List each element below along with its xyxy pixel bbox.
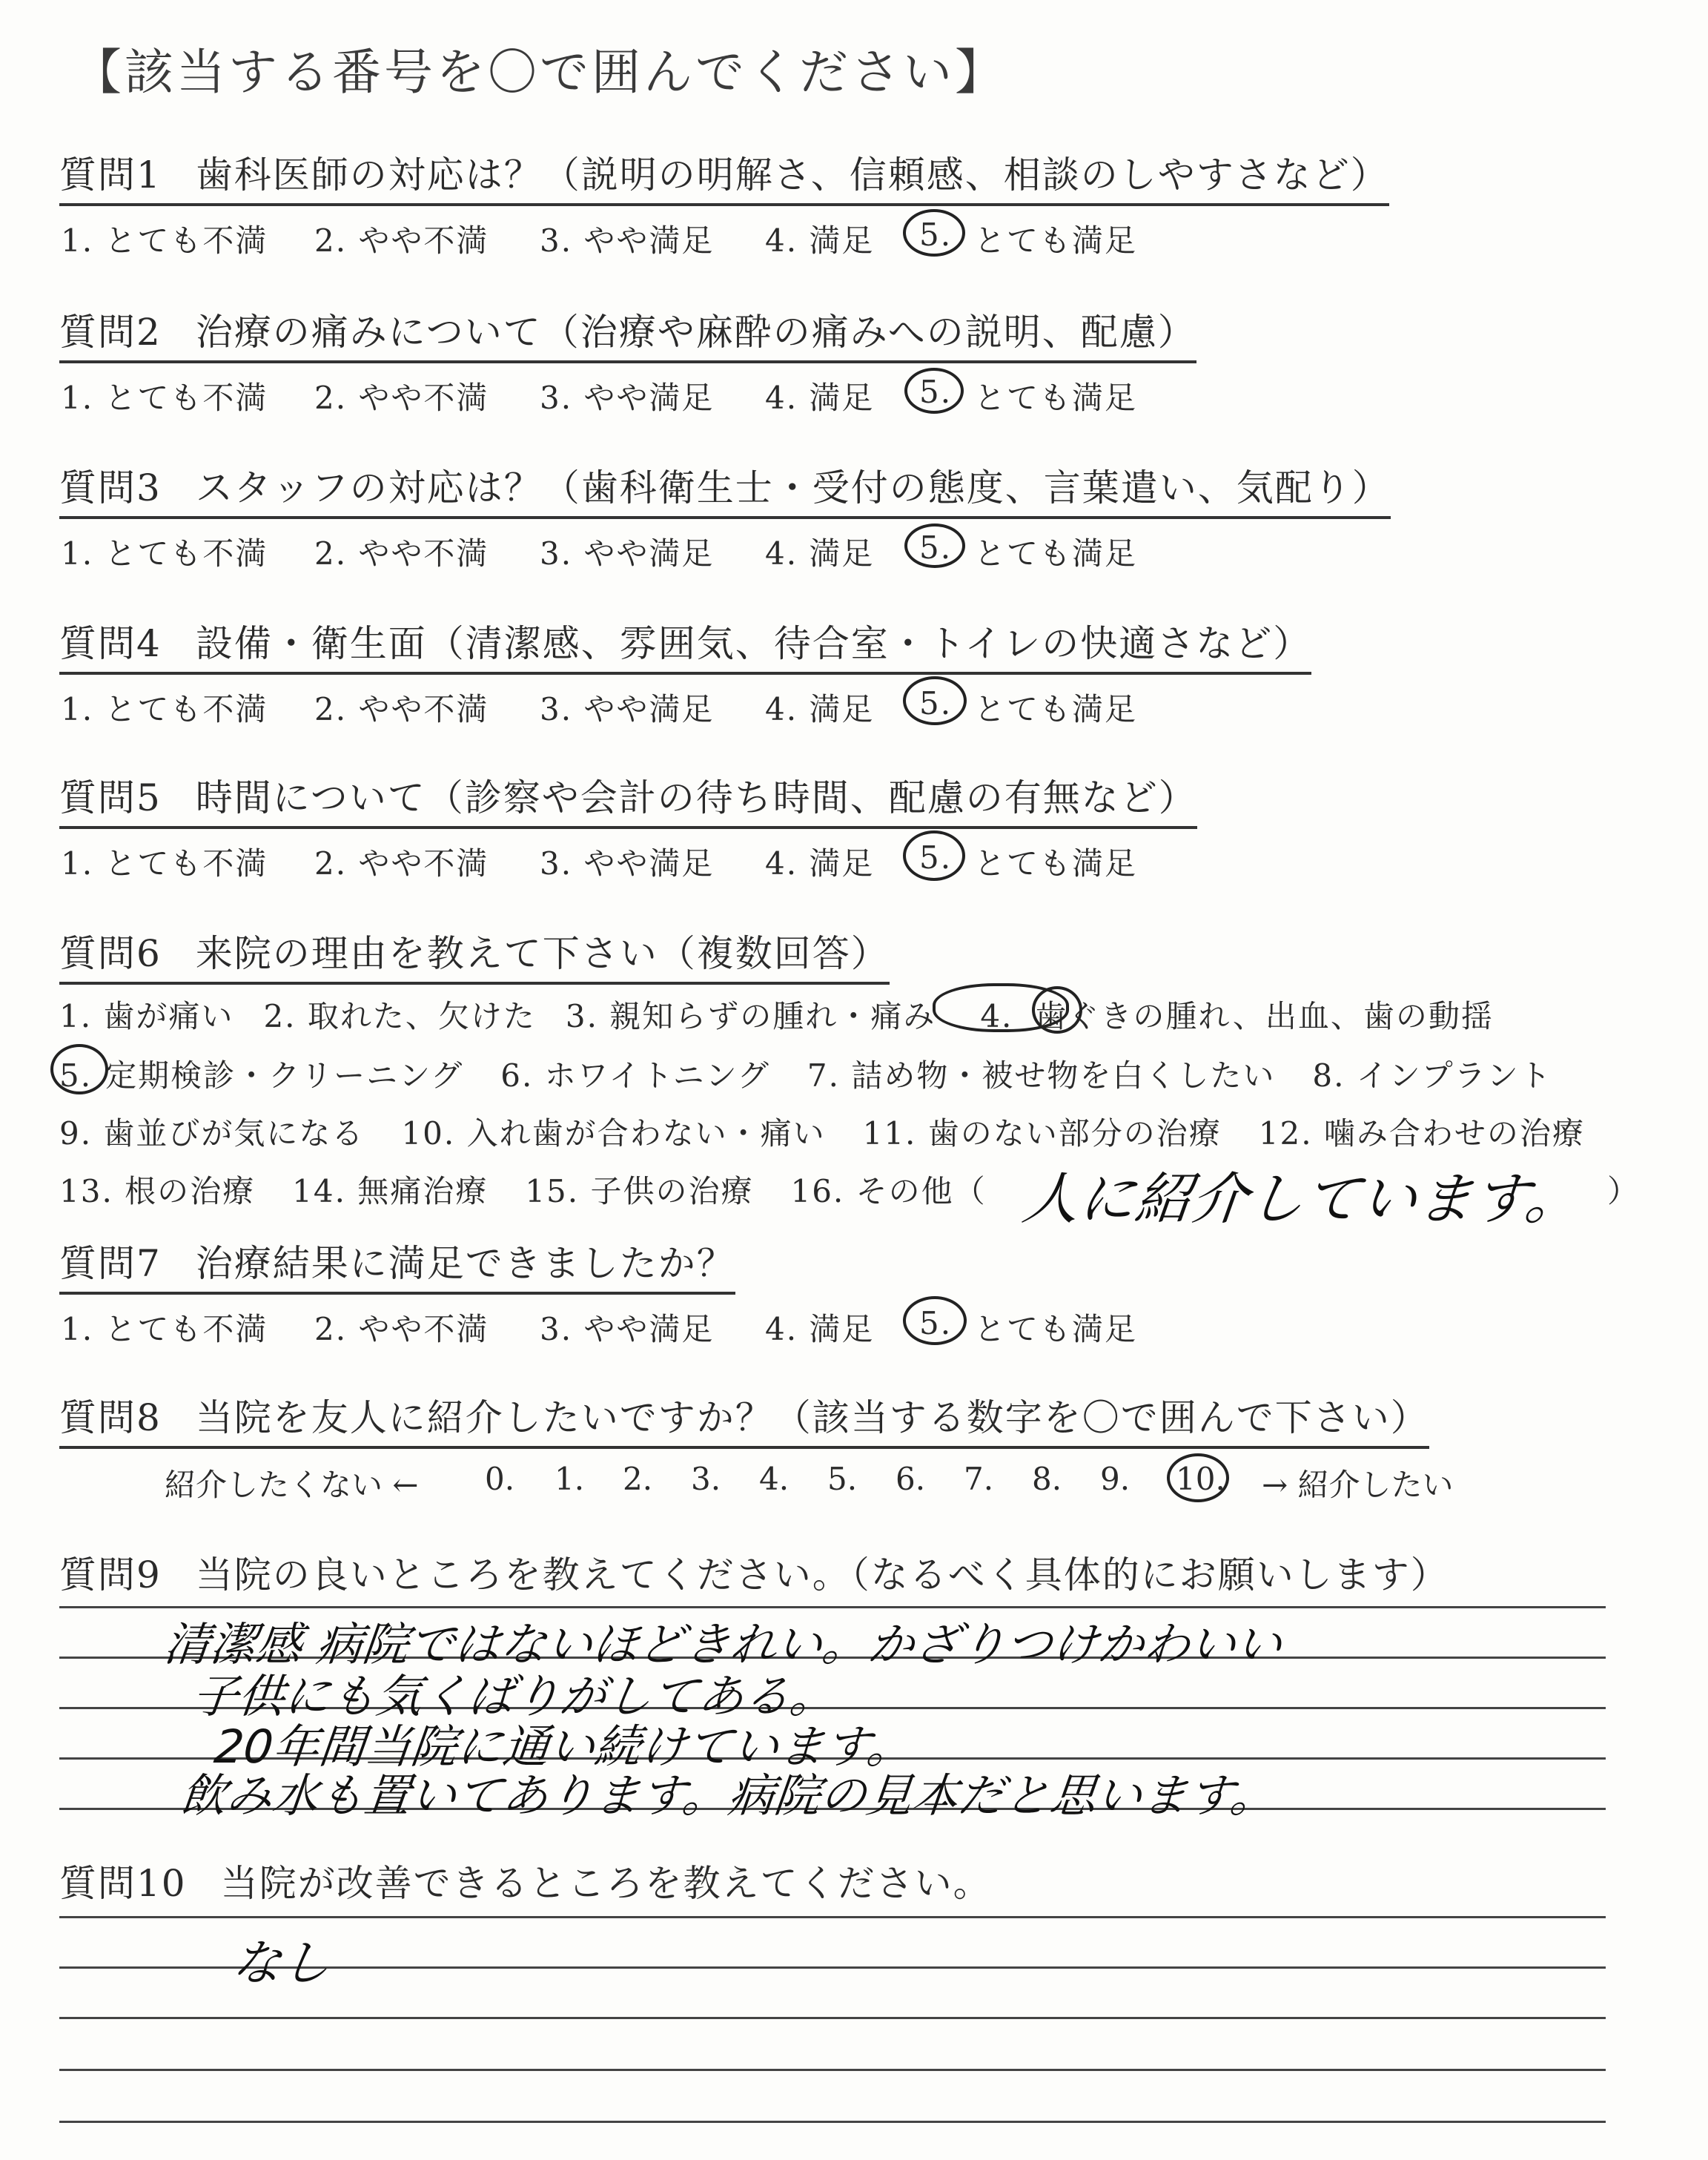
reason-option-11[interactable]: 11. 歯のない部分の治療 bbox=[862, 1115, 1222, 1152]
scale-value-7[interactable]: 7. bbox=[964, 1461, 994, 1497]
rating-options bbox=[59, 217, 1646, 268]
reason-option-13[interactable]: 13. 根の治療 bbox=[59, 1173, 256, 1209]
reason-option-10[interactable]: 10. 入れ歯が合わない・痛い bbox=[401, 1115, 826, 1152]
recommend-scale bbox=[59, 1461, 1646, 1513]
question-heading bbox=[59, 1854, 992, 1912]
reason-row-4 bbox=[59, 1167, 987, 1212]
question-number: 質問5 bbox=[59, 776, 162, 819]
rating-option-4[interactable]: 4. 満足 bbox=[765, 691, 875, 727]
rating-option-1[interactable]: 1. とても不満 bbox=[61, 691, 268, 727]
reason-option-9[interactable]: 9. 歯並びが気になる bbox=[59, 1115, 365, 1152]
answer-line bbox=[59, 2121, 1606, 2123]
rating-option-3[interactable]: 3. やや満足 bbox=[540, 845, 715, 882]
reason-option-4-label: 歯ぐきの腫れ、出血、歯の動揺 bbox=[1035, 998, 1494, 1034]
rating-option-5[interactable]: 5. bbox=[919, 1305, 953, 1341]
question-heading bbox=[59, 1388, 1429, 1449]
answer-line bbox=[59, 2017, 1606, 2019]
rating-option-1[interactable]: 1. とても不満 bbox=[61, 845, 268, 882]
question-number: 質問4 bbox=[59, 622, 162, 665]
rating-option-3[interactable]: 3. やや満足 bbox=[540, 535, 715, 572]
rating-option-5-label: とても満足 bbox=[974, 222, 1138, 259]
rating-option-3[interactable]: 3. やや満足 bbox=[540, 1311, 715, 1347]
question-text: 来院の理由を教えて下さい（複数回答） bbox=[195, 932, 890, 975]
question-8 bbox=[59, 1388, 1646, 1513]
question-number: 質問1 bbox=[59, 153, 162, 196]
question-heading bbox=[59, 458, 1391, 519]
reason-row-1 bbox=[59, 992, 1494, 1037]
question-number: 質問7 bbox=[59, 1242, 162, 1285]
rating-option-5-label: とても満足 bbox=[974, 845, 1138, 882]
selection-circle bbox=[1167, 1453, 1229, 1502]
question-text: 時間について（診察や会計の待ち時間、配慮の有無など） bbox=[195, 776, 1197, 819]
rating-option-3[interactable]: 3. やや満足 bbox=[540, 691, 715, 727]
rating-option-5-label: とても満足 bbox=[974, 380, 1138, 416]
rating-options bbox=[59, 374, 1646, 426]
question-number: 質問3 bbox=[59, 466, 162, 509]
selection-circle bbox=[903, 676, 967, 725]
scale-value-5[interactable]: 5. bbox=[827, 1461, 858, 1497]
scale-value-8[interactable]: 8. bbox=[1032, 1461, 1062, 1497]
page-title: 【該当する番号を〇で囲んでください】 bbox=[73, 44, 1007, 101]
rating-option-5-label: とても満足 bbox=[974, 691, 1138, 727]
other-close-paren: ） bbox=[1607, 1173, 1639, 1209]
question-text: スタッフの対応は？（歯科衛生士・受付の態度、言葉遣い、気配り） bbox=[195, 466, 1391, 509]
scale-value-4[interactable]: 4. bbox=[759, 1461, 790, 1497]
reason-option-14[interactable]: 14. 無痛治療 bbox=[292, 1173, 489, 1209]
rating-option-1[interactable]: 1. とても不満 bbox=[61, 380, 268, 416]
question-number: 質問2 bbox=[59, 311, 162, 354]
question-text: 当院が改善できるところを教えてください。 bbox=[220, 1862, 992, 1905]
selection-circle bbox=[903, 209, 965, 257]
scale-value-3[interactable]: 3. bbox=[691, 1461, 721, 1497]
rating-option-2[interactable]: 2. やや不満 bbox=[314, 535, 489, 572]
rating-options bbox=[59, 839, 1646, 891]
rating-option-4[interactable]: 4. 満足 bbox=[765, 845, 875, 882]
selection-circle bbox=[1032, 986, 1082, 1034]
question-heading bbox=[59, 1234, 735, 1295]
reason-option-3-pain: 痛み bbox=[870, 998, 936, 1034]
rating-option-2[interactable]: 2. やや不満 bbox=[314, 845, 489, 882]
rating-option-2[interactable]: 2. やや不満 bbox=[314, 1311, 489, 1347]
reason-options bbox=[59, 992, 1646, 1244]
reason-option-5-label: 定期検診・クリーニング bbox=[105, 1057, 464, 1094]
rating-options bbox=[59, 529, 1646, 581]
rating-option-2[interactable]: 2. やや不満 bbox=[314, 222, 489, 259]
selection-circle bbox=[50, 1044, 108, 1094]
question-text: 当院を友人に紹介したいですか？（該当する数字を〇で囲んで下さい） bbox=[195, 1396, 1429, 1439]
q9-answer-line-4: 飲み水も置いてあります。病院の見本だと思います。 bbox=[177, 1768, 1280, 1823]
question-heading bbox=[59, 303, 1196, 363]
question-text: 設備・衛生面（清潔感、雰囲気、待合室・トイレの快適さなど） bbox=[195, 622, 1312, 665]
scale-left-label: 紹介したくない ← bbox=[165, 1467, 419, 1503]
q9-answer-line-1: 清潔感 病院ではないほどきれい。かざりつけかわいい bbox=[161, 1617, 1285, 1671]
question-number: 質問10 bbox=[59, 1862, 187, 1905]
scale-value-0[interactable]: 0. bbox=[485, 1461, 515, 1497]
reason-row-3 bbox=[59, 1109, 1585, 1154]
rating-option-5-label: とても満足 bbox=[974, 535, 1138, 572]
reason-option-2[interactable]: 2. 取れた、欠けた bbox=[263, 998, 536, 1034]
rating-option-4[interactable]: 4. 満足 bbox=[765, 535, 875, 572]
selection-circle bbox=[903, 1296, 967, 1345]
question-3 bbox=[59, 458, 1646, 581]
other-answer-handwritten: 人に紹介しています。 bbox=[1019, 1166, 1585, 1232]
scale-value-1[interactable]: 1. bbox=[555, 1461, 585, 1497]
question-5 bbox=[59, 768, 1646, 891]
question-9 bbox=[59, 1545, 1646, 1603]
reason-option-8[interactable]: 8. インプラント bbox=[1312, 1057, 1552, 1094]
question-6 bbox=[59, 924, 1646, 1244]
rating-option-1[interactable]: 1. とても不満 bbox=[61, 222, 268, 259]
reason-option-6[interactable]: 6. ホワイトニング bbox=[500, 1057, 770, 1094]
rating-option-2[interactable]: 2. やや不満 bbox=[314, 380, 489, 416]
answer-line bbox=[59, 1916, 1606, 1918]
question-heading bbox=[59, 1545, 1449, 1603]
question-7 bbox=[59, 1234, 1646, 1357]
reason-option-15[interactable]: 15. 子供の治療 bbox=[525, 1173, 754, 1209]
question-heading bbox=[59, 768, 1197, 829]
answer-line bbox=[59, 2069, 1606, 2071]
rating-option-1[interactable]: 1. とても不満 bbox=[61, 535, 268, 572]
scale-right-label: → 紹介したい bbox=[1262, 1467, 1454, 1503]
question-number: 質問8 bbox=[59, 1396, 162, 1439]
reason-option-4[interactable]: 4. bbox=[980, 998, 1013, 1034]
rating-option-5[interactable]: 5. bbox=[919, 839, 953, 876]
question-number: 質問9 bbox=[59, 1553, 162, 1596]
question-2 bbox=[59, 303, 1646, 426]
selection-circle bbox=[904, 524, 965, 568]
rating-option-5[interactable]: 5. bbox=[919, 374, 953, 410]
reason-option-5[interactable]: 5. bbox=[59, 1057, 93, 1094]
q10-answer-line-1: なし bbox=[229, 1935, 334, 1992]
question-number: 質問6 bbox=[59, 932, 162, 975]
question-text: 治療の痛みについて（治療や麻酔の痛みへの説明、配慮） bbox=[195, 311, 1196, 354]
reason-option-1[interactable]: 1. 歯が痛い bbox=[59, 998, 234, 1034]
rating-option-5[interactable]: 5. bbox=[919, 217, 953, 253]
rating-option-2[interactable]: 2. やや不満 bbox=[314, 691, 489, 727]
question-heading bbox=[59, 614, 1311, 675]
selection-circle bbox=[903, 830, 965, 881]
question-text: 当院の良いところを教えてください。（なるべく具体的にお願いします） bbox=[195, 1553, 1449, 1596]
rating-option-5-label: とても満足 bbox=[974, 1311, 1138, 1347]
question-1 bbox=[59, 145, 1646, 268]
rating-option-3[interactable]: 3. やや満足 bbox=[540, 222, 715, 259]
question-heading bbox=[59, 145, 1389, 206]
selection-circle bbox=[904, 368, 964, 414]
q9-answer-line-3: 20年間当院に通い続けています。 bbox=[211, 1720, 916, 1774]
reason-option-16[interactable]: 16. その他（ bbox=[790, 1173, 987, 1209]
reason-row-2 bbox=[59, 1051, 1552, 1096]
reason-option-3[interactable]: 3. 親知らずの腫れ・ bbox=[565, 998, 871, 1034]
scale-value-2[interactable]: 2. bbox=[623, 1461, 653, 1497]
rating-option-1[interactable]: 1. とても不満 bbox=[61, 1311, 268, 1347]
q9-answer-line-2: 子供にも気くばりがしてある。 bbox=[189, 1669, 839, 1723]
rating-option-4[interactable]: 4. 満足 bbox=[765, 380, 875, 416]
rating-option-5[interactable]: 5. bbox=[919, 685, 953, 721]
reason-option-12[interactable]: 12. 噛み合わせの治療 bbox=[1258, 1115, 1585, 1152]
question-text: 歯科医師の対応は？（説明の明解さ、信頼感、相談のしやすさなど） bbox=[195, 153, 1389, 196]
rating-options bbox=[59, 685, 1646, 737]
rating-options bbox=[59, 1305, 1646, 1357]
question-4 bbox=[59, 614, 1646, 737]
rating-option-4[interactable]: 4. 満足 bbox=[765, 1311, 875, 1347]
question-heading bbox=[59, 924, 890, 985]
rating-option-4[interactable]: 4. 満足 bbox=[765, 222, 875, 259]
question-text: 治療結果に満足できましたか？ bbox=[195, 1242, 735, 1285]
scale-value-6[interactable]: 6. bbox=[896, 1461, 926, 1497]
reason-option-7[interactable]: 7. 詰め物・被せ物を白くしたい bbox=[807, 1057, 1276, 1094]
scale-value-9[interactable]: 9. bbox=[1100, 1461, 1131, 1497]
rating-option-5[interactable]: 5. bbox=[919, 529, 953, 566]
rating-option-3[interactable]: 3. やや満足 bbox=[540, 380, 715, 416]
scale-value-10[interactable]: 10. bbox=[1176, 1461, 1225, 1497]
question-10 bbox=[59, 1854, 1646, 1912]
